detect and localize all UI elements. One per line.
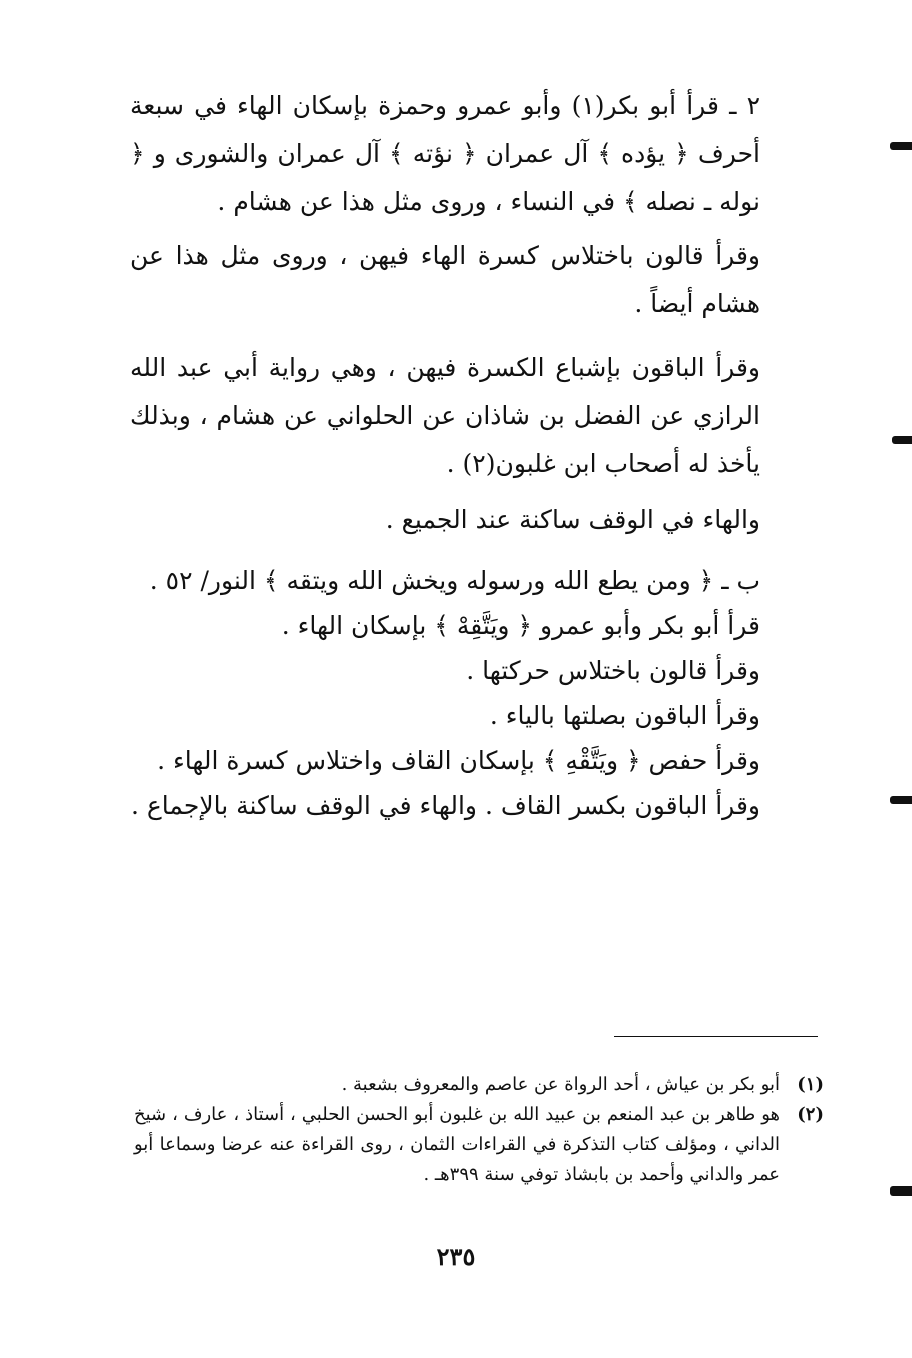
footnote-text: هو طاهر بن عبد المنعم بن عبيد الله بن غلبون أبو الحسن الحلبي ، أستاذ ، عارف ، شيخ الداني ، ومؤلف كتاب التذكرة في القراءات الثمان ، روى القراءة عنه عرضا وسماعا أبو عمر والداني وأحمد بن بابشاذ توفي سنة ٣٩٩هـ . <box>134 1104 780 1185</box>
paragraph-3-text: وقرأ الباقون بإشباع الكسرة فيهن ، وهي رواية أبي عبد الله الرازي عن الفضل بن شاذان عن الحلواني عن هشام ، وبذلك يأخذ له أصحاب ابن غلبون(٢) . <box>130 353 760 478</box>
footnote-number: (١) <box>797 1074 824 1095</box>
footnote-item <box>134 1100 824 1190</box>
paragraph-2 <box>130 232 820 328</box>
scan-edge-mark <box>890 142 912 150</box>
paragraph-5-line: وقرأ الباقون بصلتها بالياء . <box>489 701 760 730</box>
paragraph-5-line: وقرأ الباقون بكسر القاف . والهاء في الوقف ساكنة بالإجماع . <box>131 791 760 820</box>
paragraph-1-text: ٢ ـ قرأ أبو بكر(١) وأبو عمرو وحمزة بإسكان الهاء في سبعة أحرف ﴿ يؤده ﴾ آل عمران ﴿ نؤته ﴾ آل عمران والشورى و ﴿ نوله ـ نصله ﴾ في النساء ، وروى مثل هذا عن هشام . <box>130 91 761 216</box>
paragraph-5-line: ب ـ ﴿ ومن يطع الله ورسوله ويخش الله ويتقه ﴾ النور/ ٥٢ . <box>149 566 760 595</box>
footnote-text: أبو بكر بن عياش ، أحد الرواة عن عاصم والمعروف بشعبة . <box>341 1074 780 1095</box>
paragraph-5 <box>130 558 820 828</box>
footnote-item <box>134 1070 824 1100</box>
paragraph-5-line: وقرأ قالون باختلاس حركتها . <box>466 656 760 685</box>
page-number: ٢٣٥ <box>436 1242 476 1271</box>
scan-edge-mark <box>892 436 912 444</box>
paragraph-4-text: والهاء في الوقف ساكنة عند الجميع . <box>385 505 760 534</box>
footnotes <box>134 1070 824 1190</box>
scan-edge-mark <box>890 796 912 804</box>
paragraph-1 <box>130 82 820 226</box>
paragraph-5-line: وقرأ حفص ﴿ ويَتَّقْهِ ﴾ بإسكان القاف واختلاس كسرة الهاء . <box>157 746 760 775</box>
scan-edge-mark <box>890 1186 912 1196</box>
paragraph-4 <box>130 496 820 544</box>
footnote-separator <box>614 1036 818 1037</box>
paragraph-2-text: وقرأ قالون باختلاس كسرة الهاء فيهن ، وروى مثل هذا عن هشام أيضاً . <box>130 241 760 318</box>
paragraph-5-line: قرأ أبو بكر وأبو عمرو ﴿ ويَتَّقِهْ ﴾ بإسكان الهاء . <box>281 611 760 640</box>
paragraph-3 <box>130 344 820 488</box>
footnote-number: (٢) <box>797 1104 824 1125</box>
